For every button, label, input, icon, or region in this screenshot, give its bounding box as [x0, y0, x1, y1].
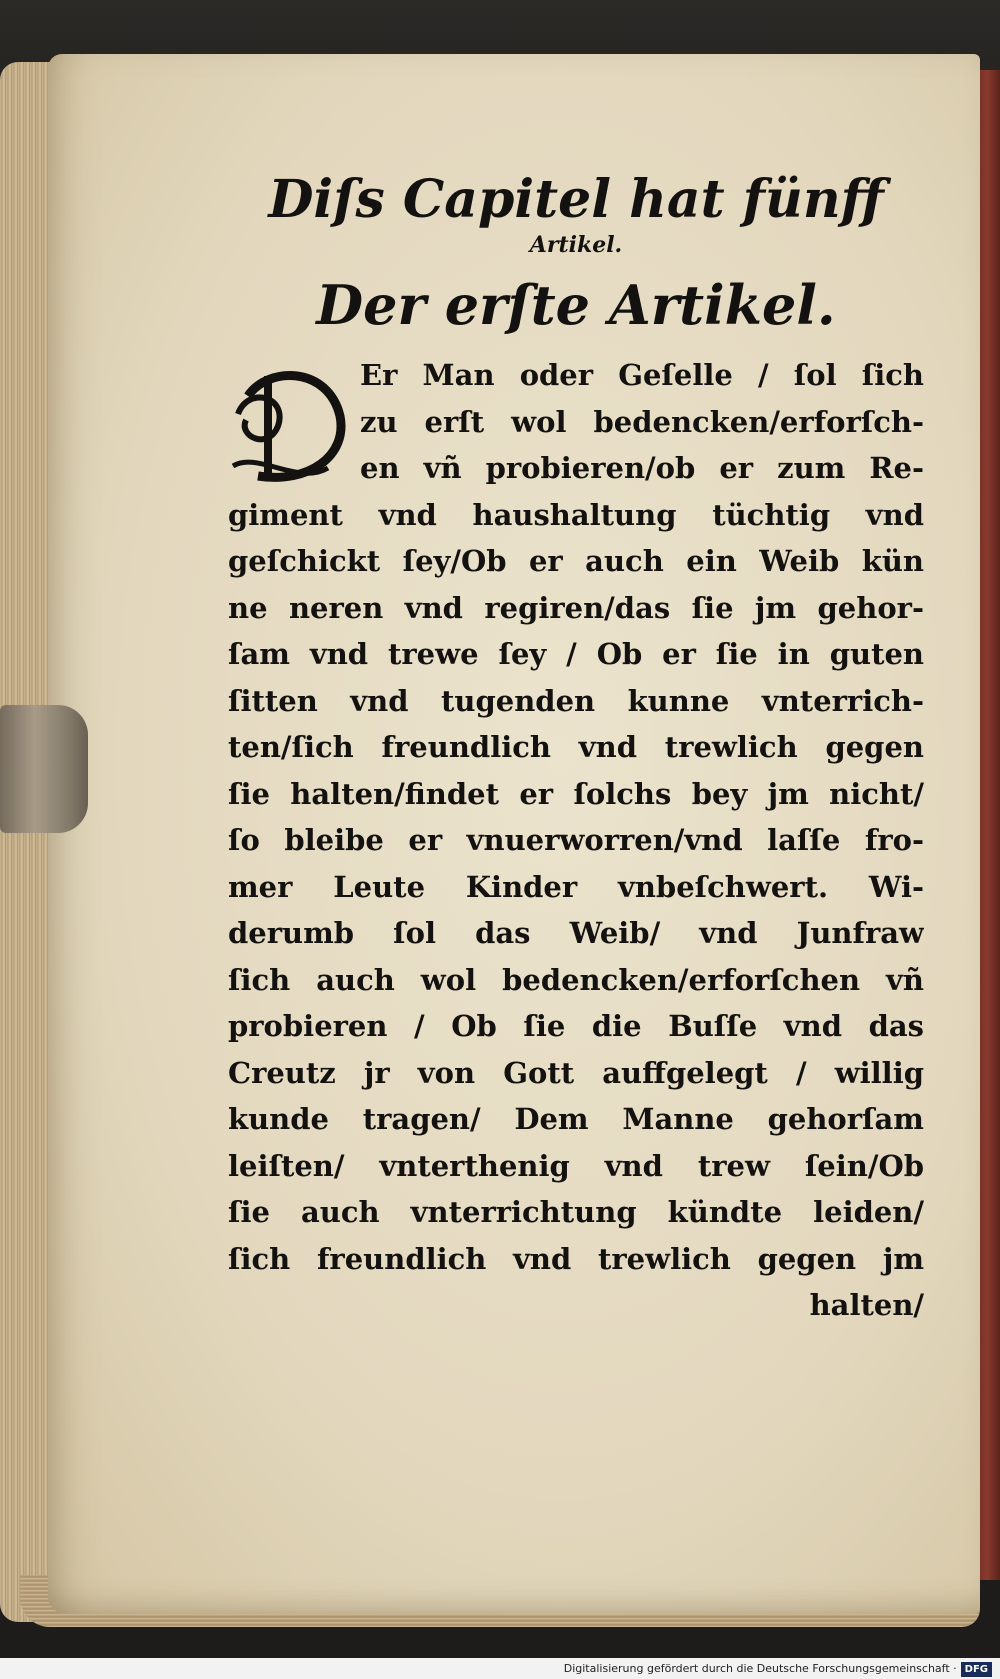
- text-line: en vñ probieren/ob er zum Re-: [360, 451, 924, 485]
- chapter-subtitle: Artikel.: [529, 232, 623, 258]
- text-line: ſam vnd trewe ſey / Ob er ſie in guten: [228, 637, 924, 671]
- article-heading: Der erſte Artikel.: [316, 273, 836, 337]
- text-line: zu erſt wol bedencken/erforſch-: [360, 404, 924, 439]
- text-line: leiſten/ vnterthenig vnd trew ſein/Ob: [228, 1148, 924, 1183]
- text-line: ſich freundlich vnd trewlich gegen jm: [228, 1241, 924, 1276]
- text-line: mer Leute Kinder vnbeſchwert. Wi-: [228, 869, 924, 904]
- text-line: probieren / Ob ſie die Buſſe vnd das: [228, 1009, 924, 1043]
- text-block: [228, 170, 924, 1329]
- body-text: [228, 352, 924, 1329]
- drop-initial: [228, 356, 354, 488]
- digitization-footer: [0, 1658, 1000, 1679]
- text-line: kunde tragen/ Dem Manne gehorſam: [228, 1102, 924, 1136]
- text-line: Er Man oder Geſelle / ſol ſich: [360, 358, 924, 392]
- footer-credit: Digitalisierung gefördert durch die Deutsche Forschungsgemeinschaft ·: [563, 1662, 957, 1675]
- text-line: ten/ſich freundlich vnd trewlich gegen: [228, 730, 924, 764]
- text-line: derumb ſol das Weib/ vnd Junfraw: [228, 916, 924, 950]
- text-line: ſie halten/findet er ſolchs bey jm nicht/: [228, 776, 924, 811]
- text-line: ſo bleibe er vnuerworren/vnd laſſe fro-: [228, 823, 924, 857]
- text-line: ne neren vnd regiren/das ſie jm gehor-: [228, 590, 924, 625]
- chapter-title: Diſs Capitel hat fünff: [268, 169, 884, 230]
- text-line: ſich auch wol bedencken/erforſchen vñ: [228, 962, 924, 997]
- text-line-catchword: halten/: [809, 1288, 924, 1322]
- text-line: giment vnd haushaltung tüchtig vnd: [228, 497, 924, 532]
- text-line: Creutz jr von Gott auffgelegt / willig: [228, 1055, 924, 1090]
- initial-flourish-icon: [228, 356, 354, 488]
- text-line: geſchickt ſey/Ob er auch ein Weib kün: [228, 544, 924, 578]
- page-clip: [0, 705, 88, 833]
- text-line: ſie auch vnterrichtung kündte leiden/: [228, 1195, 924, 1229]
- text-line: ſitten vnd tugenden kunne vnterrich-: [228, 683, 924, 718]
- dfg-logo-icon: DFG: [961, 1662, 992, 1677]
